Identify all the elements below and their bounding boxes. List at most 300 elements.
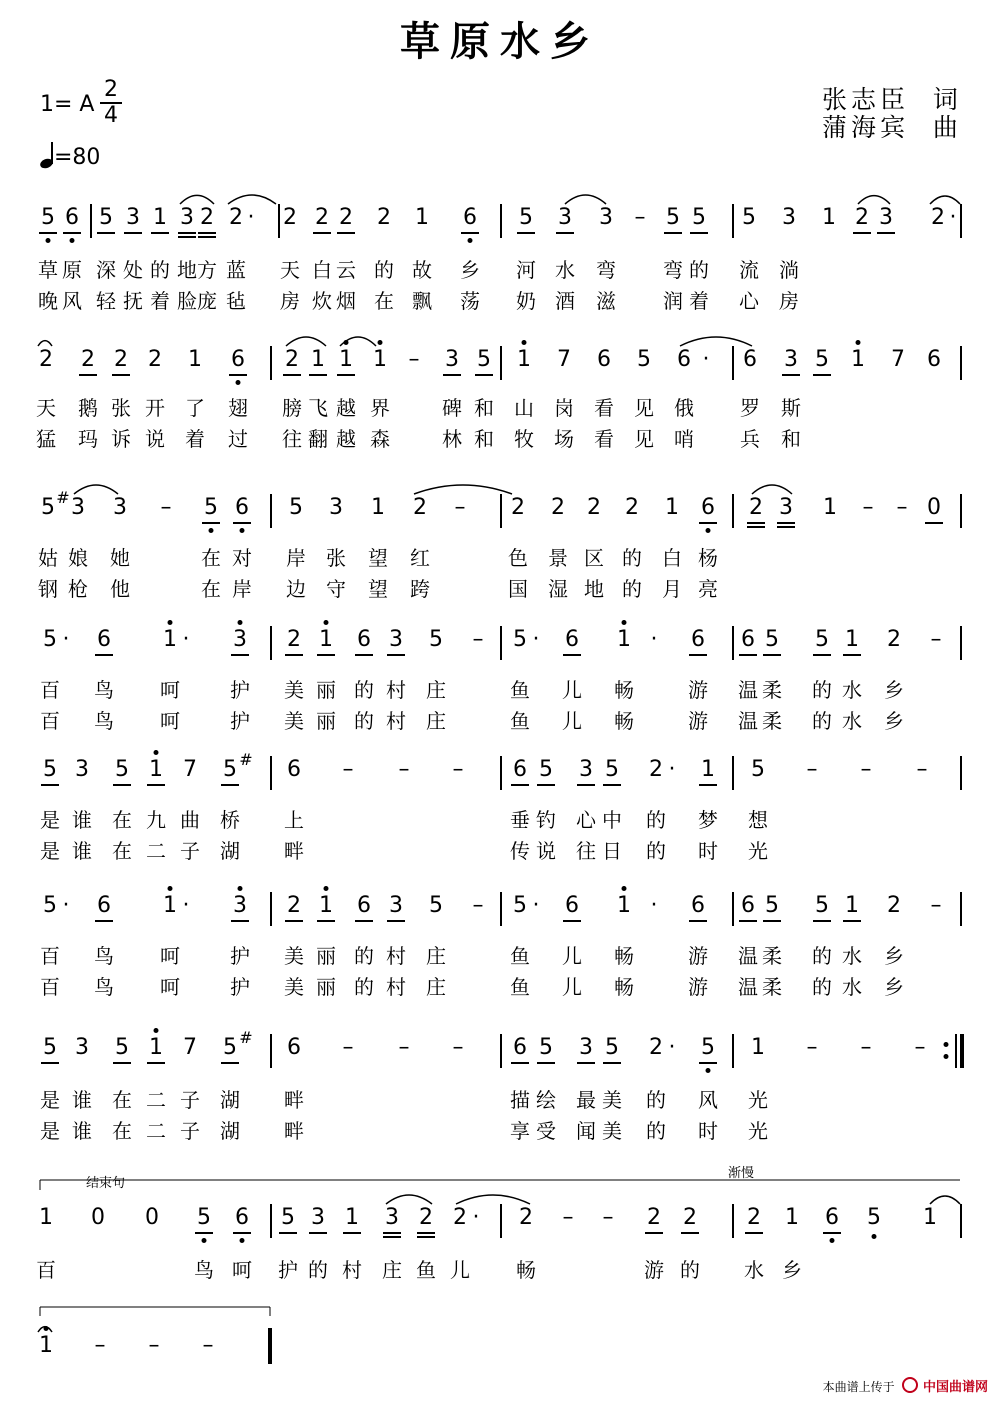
note: · xyxy=(472,1205,480,1230)
lyric-char: 界 xyxy=(370,396,390,420)
lyric-char: 日 xyxy=(602,839,622,863)
lyric-char: 开 xyxy=(145,396,165,420)
note: 1 xyxy=(823,495,837,520)
lyric-char: 着 xyxy=(150,289,170,313)
note: 3 xyxy=(784,347,798,372)
note: 5 xyxy=(701,1035,715,1060)
lyric-char: 流 xyxy=(739,258,759,282)
note: 5 xyxy=(281,1205,295,1230)
lyric-char: 柔 xyxy=(762,678,782,702)
note: 6 xyxy=(741,893,755,918)
lyric-char: 畅 xyxy=(516,1258,536,1282)
lyric-char: 美 xyxy=(284,944,304,968)
sharp-sign: # xyxy=(56,488,70,507)
note: 2 xyxy=(747,1205,761,1230)
lyric-char: 在 xyxy=(201,546,221,570)
note: 3 xyxy=(389,627,403,652)
lyric-char: 在 xyxy=(201,577,221,601)
lyric-char: 色 xyxy=(508,546,528,570)
lyric-char: 护 xyxy=(278,1258,298,1282)
tie-slur xyxy=(456,1195,530,1204)
lyric-char: 水 xyxy=(842,678,862,702)
lyric-char: 光 xyxy=(748,839,768,863)
lyric-char: 丽 xyxy=(316,678,336,702)
lyric-char: 岸 xyxy=(286,546,306,570)
key-signature: 1= A xyxy=(40,92,95,117)
lyric-char: 庄 xyxy=(426,975,446,999)
lyric-char: 谁 xyxy=(72,839,92,863)
note: 2 xyxy=(419,1205,433,1230)
lyric-char: 乡 xyxy=(460,258,480,282)
lyric-char: 着 xyxy=(689,289,709,313)
note: 5 xyxy=(666,205,680,230)
note: – xyxy=(452,757,464,782)
note: 3 xyxy=(233,893,247,918)
note: 5 xyxy=(765,893,779,918)
lyric-char: 畔 xyxy=(284,1088,304,1112)
note: 2 xyxy=(931,205,945,230)
lyric-char: 护 xyxy=(230,944,250,968)
lyric-char: 的 xyxy=(646,1119,666,1143)
note: 7 xyxy=(183,1035,197,1060)
lyric-char: 呵 xyxy=(232,1258,252,1282)
note: 1 xyxy=(822,205,836,230)
note: 5 xyxy=(477,347,491,372)
note: 5 xyxy=(519,205,533,230)
note: 5 xyxy=(223,757,237,782)
note: 7 xyxy=(183,757,197,782)
lyric-char: 美 xyxy=(602,1119,622,1143)
note: 6 xyxy=(513,1035,527,1060)
note: 6 xyxy=(97,893,111,918)
note: 5 xyxy=(751,757,765,782)
lyric-char: 美 xyxy=(284,678,304,702)
lyric-char: 林 xyxy=(442,427,462,451)
lyric-char: 鱼 xyxy=(510,709,530,733)
lyric-char: 见 xyxy=(634,396,654,420)
note: – xyxy=(914,1035,926,1060)
note: 1 xyxy=(415,205,429,230)
lyric-char: 月 xyxy=(662,577,682,601)
composer-name: 蒲海宾 xyxy=(822,113,910,142)
lyric-char: 庄 xyxy=(426,944,446,968)
lyric-char: 的 xyxy=(680,1258,700,1282)
note: 3 xyxy=(579,1035,593,1060)
note: 5 xyxy=(99,205,113,230)
note: – xyxy=(896,495,908,520)
note: 2 xyxy=(625,495,639,520)
lyric-char: 荡 xyxy=(460,289,480,313)
note: 5 xyxy=(43,627,57,652)
lyric-char: 滋 xyxy=(596,289,616,313)
tie-slur xyxy=(340,337,376,346)
note: 1 xyxy=(845,893,859,918)
lyric-char: 儿 xyxy=(562,975,582,999)
note: 5 xyxy=(197,1205,211,1230)
note: 3 xyxy=(233,627,247,652)
note: · xyxy=(668,1035,676,1060)
note: – xyxy=(860,757,872,782)
lyric-char: 护 xyxy=(230,709,250,733)
note: 1 xyxy=(163,893,177,918)
note: 1 xyxy=(319,893,333,918)
lyric-char: 曲 xyxy=(180,808,200,832)
note: 6 xyxy=(231,347,245,372)
lyric-char: 的 xyxy=(689,258,709,282)
note: 6 xyxy=(825,1205,839,1230)
note: 2 xyxy=(587,495,601,520)
lyric-char: 他 xyxy=(110,577,130,601)
note: 5 xyxy=(429,893,443,918)
lyric-char: 的 xyxy=(354,944,374,968)
tempo-value: =80 xyxy=(54,145,101,170)
lyric-char: 白 xyxy=(662,546,682,570)
lyric-char: 谁 xyxy=(72,1088,92,1112)
lyric-char: 儿 xyxy=(562,678,582,702)
note: 2 xyxy=(283,205,297,230)
note: – xyxy=(398,757,410,782)
lyric-char: 护 xyxy=(230,975,250,999)
lyric-char: 乡 xyxy=(884,944,904,968)
note: · xyxy=(62,893,70,918)
lyric-char: 和 xyxy=(474,396,494,420)
lyric-char: 在 xyxy=(112,1119,132,1143)
note: – xyxy=(634,205,646,230)
footer-text: 本曲谱上传于 xyxy=(822,1380,895,1394)
note: 3 xyxy=(311,1205,325,1230)
lyric-char: 的 xyxy=(812,678,832,702)
sharp-sign: # xyxy=(239,1028,253,1047)
lyric-char: 在 xyxy=(374,289,394,313)
note: – xyxy=(398,1035,410,1060)
note: · xyxy=(182,893,190,918)
note: 7 xyxy=(891,347,905,372)
note: 1 xyxy=(851,347,865,372)
lyric-char: 河 xyxy=(516,258,536,282)
note: 5 xyxy=(115,757,129,782)
note: 5 xyxy=(43,1035,57,1060)
lyric-char: 绘 xyxy=(536,1088,556,1112)
note: · xyxy=(182,627,190,652)
tie-slur xyxy=(74,485,118,494)
note: 3 xyxy=(445,347,459,372)
note: 2 xyxy=(315,205,329,230)
note: 6 xyxy=(927,347,941,372)
note: 5 xyxy=(41,205,55,230)
lyric-char: 二 xyxy=(146,1088,166,1112)
note: – xyxy=(94,1333,106,1358)
lyric-char: 越 xyxy=(336,396,356,420)
lyric-char: 乡 xyxy=(884,678,904,702)
note: 2 xyxy=(114,347,128,372)
tie-slur xyxy=(565,195,606,204)
lyric-char: 乡 xyxy=(884,709,904,733)
note: 2 xyxy=(148,347,162,372)
lyricist-role: 词 xyxy=(932,85,962,114)
lyric-char: 云 xyxy=(336,258,356,282)
note: 2 xyxy=(649,1035,663,1060)
lyric-char: 是 xyxy=(40,808,60,832)
note: 1 xyxy=(617,893,631,918)
lyric-char: 湿 xyxy=(548,577,568,601)
lyric-char: 和 xyxy=(474,427,494,451)
lyric-char: 畔 xyxy=(284,839,304,863)
note: 6 xyxy=(691,893,705,918)
lyric-char: 风 xyxy=(62,289,82,313)
note: · xyxy=(650,893,658,918)
lyric-char: 描 xyxy=(510,1088,530,1112)
note: 6 xyxy=(513,757,527,782)
note: 1 xyxy=(665,495,679,520)
lyric-char: 风 xyxy=(698,1088,718,1112)
lyric-char: 温 xyxy=(738,944,758,968)
lyric-char: 乡 xyxy=(884,975,904,999)
note: 5 xyxy=(539,1035,553,1060)
lyric-char: 说 xyxy=(536,839,556,863)
lyric-char: 的 xyxy=(150,258,170,282)
tie-slur xyxy=(38,341,52,346)
note: 3 xyxy=(782,205,796,230)
lyric-char: 鸟 xyxy=(94,709,114,733)
note: 1 xyxy=(311,347,325,372)
lyricist-name: 张志臣 xyxy=(822,85,910,114)
note: 6 xyxy=(677,347,691,372)
note: 5 xyxy=(539,757,553,782)
lyric-char: 炊 xyxy=(312,289,332,313)
lyric-char: 亮 xyxy=(698,577,718,601)
note: · xyxy=(702,347,710,372)
lyric-char: 子 xyxy=(180,1088,200,1112)
note: 5 xyxy=(115,1035,129,1060)
note: 3 xyxy=(113,495,127,520)
lyric-char: 场 xyxy=(554,427,574,451)
lyric-char: 轻 xyxy=(96,289,116,313)
lyric-char: 姑 xyxy=(38,546,58,570)
time-sig-bottom: 4 xyxy=(104,103,118,128)
note: · xyxy=(650,627,658,652)
lyric-char: 钓 xyxy=(536,808,556,832)
note: 2 xyxy=(81,347,95,372)
lyric-char: 游 xyxy=(644,1258,664,1282)
note: 1 xyxy=(39,1333,53,1358)
lyric-char: 九 xyxy=(146,808,166,832)
note: 0 xyxy=(927,495,941,520)
lyric-char: 斯 xyxy=(781,396,801,420)
lyric-char: 鱼 xyxy=(510,975,530,999)
note: 5 xyxy=(765,627,779,652)
lyric-char: 润 xyxy=(663,289,683,313)
lyric-char: 桥 xyxy=(220,808,240,832)
lyric-char: 望 xyxy=(368,546,388,570)
lyric-char: 丽 xyxy=(316,709,336,733)
time-sig-top: 2 xyxy=(104,77,118,102)
lyric-char: 儿 xyxy=(562,709,582,733)
ending-label: 结束句 xyxy=(86,1176,126,1191)
lyric-char: 张 xyxy=(111,396,131,420)
lyric-char: 时 xyxy=(698,839,718,863)
tie-slur xyxy=(680,337,752,346)
lyric-char: 呵 xyxy=(160,709,180,733)
lyric-char: 的 xyxy=(646,1088,666,1112)
lyric-char: 杨 xyxy=(698,546,718,570)
note: 6 xyxy=(691,627,705,652)
note: – xyxy=(452,1035,464,1060)
lyric-char: 百 xyxy=(40,944,60,968)
lyric-char: 村 xyxy=(342,1258,362,1282)
note: 3 xyxy=(180,205,194,230)
lyric-char: 上 xyxy=(284,808,304,832)
lyric-char: 鱼 xyxy=(510,678,530,702)
lyric-char: 奶 xyxy=(516,289,536,313)
lyric-char: 畅 xyxy=(614,709,634,733)
note: 6 xyxy=(357,627,371,652)
lyric-char: 飞 xyxy=(308,396,328,420)
lyric-char: 的 xyxy=(354,975,374,999)
lyric-char: 膀 xyxy=(282,396,302,420)
lyric-char: 烟 xyxy=(336,289,356,313)
lyric-char: 见 xyxy=(634,427,654,451)
tie-slur xyxy=(180,195,214,204)
note: – xyxy=(862,495,874,520)
note: 2 xyxy=(200,205,214,230)
lyric-char: 的 xyxy=(812,709,832,733)
note: 5 xyxy=(605,757,619,782)
lyric-char: 是 xyxy=(40,839,60,863)
note: 2 xyxy=(39,347,53,372)
note: 3 xyxy=(558,205,572,230)
lyric-char: 翻 xyxy=(308,427,328,451)
lyric-char: 看 xyxy=(594,427,614,451)
note: 2 xyxy=(511,495,525,520)
note: 2 xyxy=(287,627,301,652)
note: 1 xyxy=(149,1035,163,1060)
lyric-char: 房 xyxy=(280,289,300,313)
note: 7 xyxy=(557,347,571,372)
note: · xyxy=(62,627,70,652)
lyric-char: 是 xyxy=(40,1088,60,1112)
note: – xyxy=(454,495,466,520)
lyric-char: 呵 xyxy=(160,944,180,968)
note: 3 xyxy=(75,757,89,782)
note: – xyxy=(806,1035,818,1060)
note: 1 xyxy=(373,347,387,372)
lyric-char: 对 xyxy=(232,546,252,570)
note: 1 xyxy=(188,347,202,372)
lyric-char: 游 xyxy=(688,944,708,968)
lyric-char: 岗 xyxy=(554,396,574,420)
note: – xyxy=(916,757,928,782)
note: 5 xyxy=(815,893,829,918)
note: – xyxy=(472,893,484,918)
lyric-char: 着 xyxy=(185,427,205,451)
lyric-char: 猛 xyxy=(36,427,56,451)
note: 5 xyxy=(605,1035,619,1060)
lyric-char: 钢 xyxy=(38,577,58,601)
lyric-char: 游 xyxy=(688,975,708,999)
note: · xyxy=(668,757,676,782)
note: · xyxy=(949,205,957,230)
note: 1 xyxy=(923,1205,937,1230)
lyric-char: 水 xyxy=(555,258,575,282)
note: 5 xyxy=(815,347,829,372)
lyric-char: 鹅 xyxy=(78,396,98,420)
lyric-char: 了 xyxy=(185,396,205,420)
lyric-char: 国 xyxy=(508,577,528,601)
lyric-char: 过 xyxy=(228,427,248,451)
lyric-char: 想 xyxy=(748,808,768,832)
lyric-char: 鸟 xyxy=(194,1258,214,1282)
note: – xyxy=(860,1035,872,1060)
lyric-char: 的 xyxy=(374,258,394,282)
lyric-char: 草 xyxy=(38,258,58,282)
note: 5 xyxy=(41,495,55,520)
tie-slur xyxy=(930,196,960,204)
note: 2 xyxy=(285,347,299,372)
note: 3 xyxy=(385,1205,399,1230)
note: 2 xyxy=(519,1205,533,1230)
note: 3 xyxy=(599,205,613,230)
lyric-char: 和 xyxy=(781,427,801,451)
lyric-char: 美 xyxy=(602,1088,622,1112)
lyric-char: 原 xyxy=(62,258,82,282)
lyric-char: 弯 xyxy=(596,258,616,282)
lyric-char: 畔 xyxy=(284,1119,304,1143)
note: · xyxy=(247,205,255,230)
lyric-char: 最 xyxy=(576,1088,596,1112)
note: 2 xyxy=(287,893,301,918)
lyric-char: 鸟 xyxy=(94,678,114,702)
lyric-char: 地 xyxy=(584,577,604,601)
site-brand: 中国曲谱网 xyxy=(922,1380,988,1395)
lyric-char: 儿 xyxy=(562,944,582,968)
lyric-char: 呵 xyxy=(160,975,180,999)
note: – xyxy=(930,627,942,652)
lyric-char: 中 xyxy=(602,808,622,832)
lyric-char: 水 xyxy=(744,1258,764,1282)
lyric-char: 的 xyxy=(812,944,832,968)
lyric-char: 呵 xyxy=(160,678,180,702)
lyric-char: 处 xyxy=(123,258,143,282)
tie-slur xyxy=(386,1195,432,1204)
note: 6 xyxy=(701,495,715,520)
note: 6 xyxy=(597,347,611,372)
lyric-char: 畅 xyxy=(614,975,634,999)
note: 1 xyxy=(163,627,177,652)
note: 2 xyxy=(339,205,353,230)
lyric-char: 百 xyxy=(40,678,60,702)
note: 5 xyxy=(742,205,756,230)
lyric-char: 儿 xyxy=(450,1258,470,1282)
lyric-char: 蓝 xyxy=(226,258,246,282)
lyric-char: 村 xyxy=(386,709,406,733)
lyric-char: 兵 xyxy=(740,427,760,451)
lyric-char: 游 xyxy=(688,678,708,702)
lyric-char: 受 xyxy=(536,1119,556,1143)
lyric-char: 水 xyxy=(842,944,862,968)
lyric-char: 柔 xyxy=(762,944,782,968)
lyric-char: 鱼 xyxy=(510,944,530,968)
note: 3 xyxy=(879,205,893,230)
lyric-char: 区 xyxy=(584,546,604,570)
lyric-char: 边 xyxy=(286,577,306,601)
note: – xyxy=(342,1035,354,1060)
song-title: 草原水乡 xyxy=(400,19,600,65)
lyric-char: 护 xyxy=(230,678,250,702)
note: 1 xyxy=(517,347,531,372)
note: 0 xyxy=(91,1205,105,1230)
lyric-char: 张 xyxy=(326,546,346,570)
note: – xyxy=(342,757,354,782)
